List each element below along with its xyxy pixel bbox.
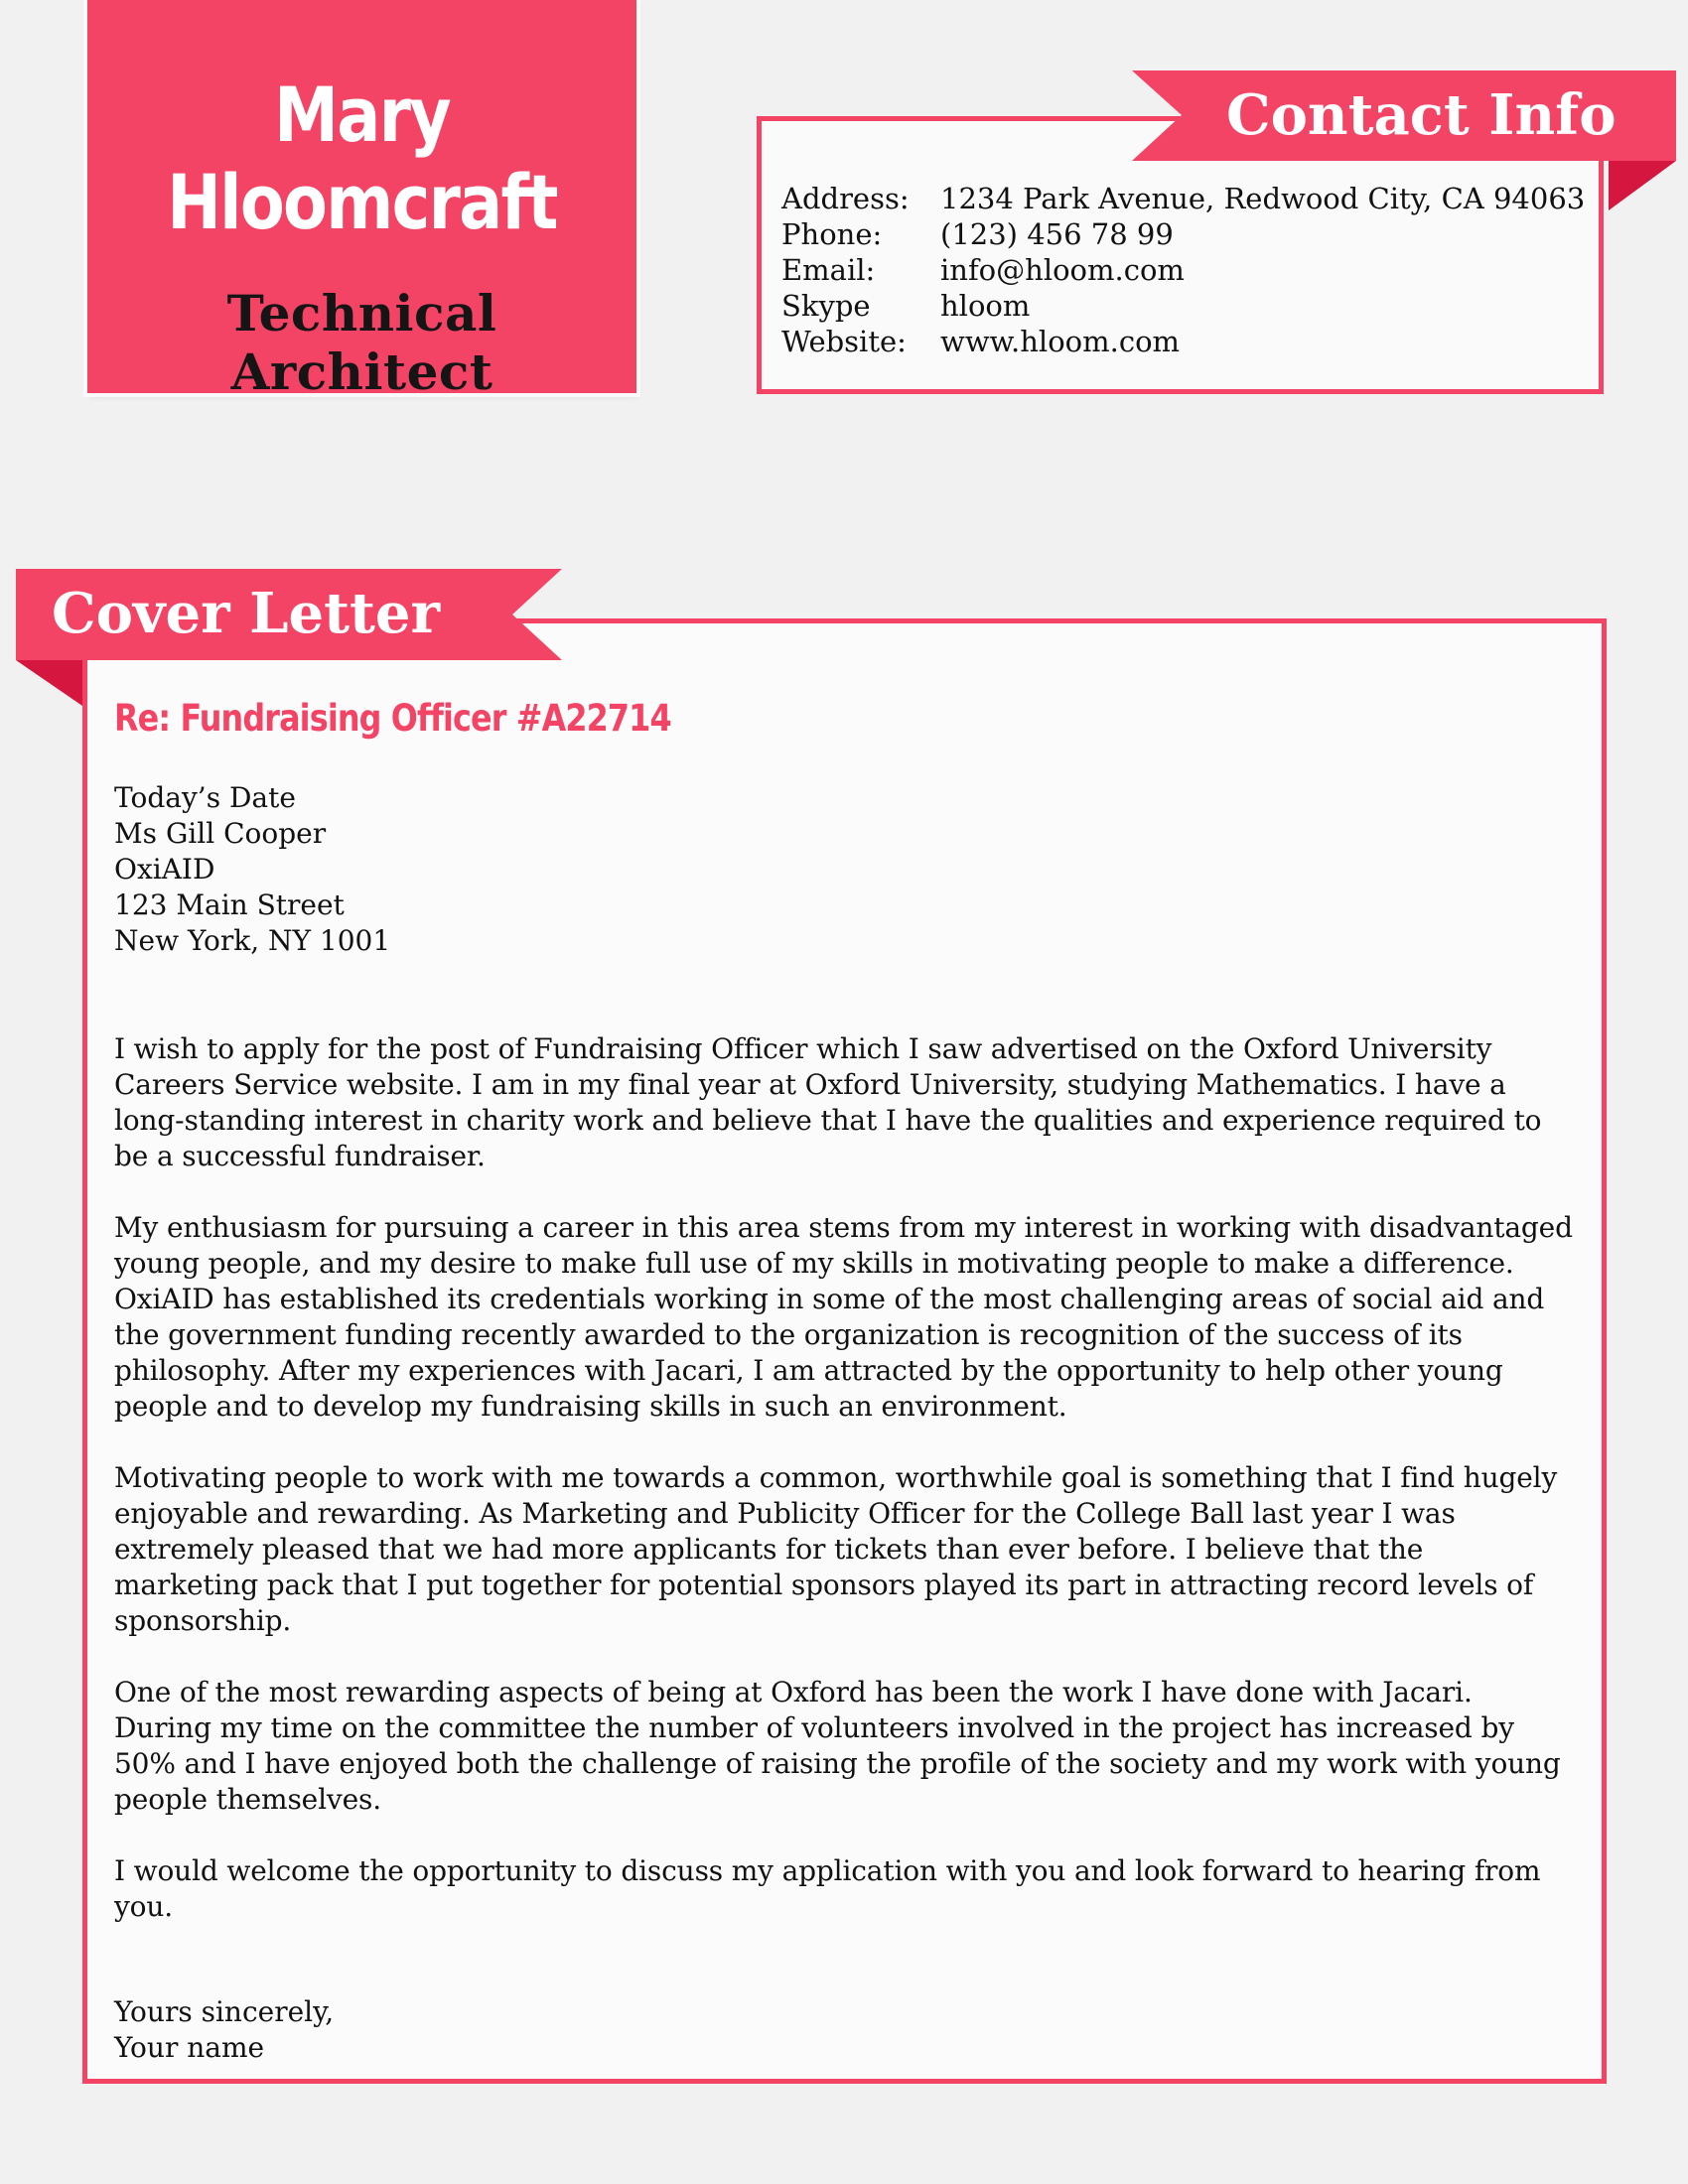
contact-value-email: info@hloom.com — [940, 253, 1185, 287]
letter-closing — [114, 1994, 1574, 2066]
contact-value-skype: hloom — [940, 289, 1031, 323]
name-block — [87, 0, 636, 401]
address-line-date: Today’s Date — [114, 781, 296, 814]
contact-row-email — [781, 252, 1585, 288]
closing-salutation: Yours sincerely, — [114, 1995, 335, 2028]
letter-content — [114, 695, 1574, 2066]
address-line-city: New York, NY 1001 — [114, 924, 391, 957]
contact-row-skype — [781, 288, 1585, 324]
contact-title: Contact Info — [1226, 82, 1617, 148]
signature-name: Your name — [114, 2031, 265, 2064]
cover-letter-banner — [16, 569, 562, 660]
recipient-address — [114, 780, 1574, 959]
letter-paragraph: Motivating people to work with me towards a common, worthwhile goal is something that I find hugely enjoyable and rewarding. As Marketing and Publicity Officer for the College Ball last year I was extremely pleased that we had more applicants for tickets than ever before. I believe that the marketing pack that I put together for potential sponsors played its part in attracting record levels of sponsorship. — [114, 1461, 1558, 1637]
cover-letter-banner-fold — [16, 660, 82, 706]
letter-paragraph: My enthusiasm for pursuing a career in this area stems from my interest in working with disadvantaged young people, and my desire to make full use of my skills in motivating people to make a difference. OxiAID has established its credentials working in some of the most challenging areas of social aid and the government funding recently awarded to the organization is recognition of the success of its philosophy. After my experiences with Jacari, I am attracted by the opportunity to help other young people and to develop my fundraising skills in such an environment. — [114, 1211, 1573, 1423]
first-name: Mary — [273, 70, 451, 159]
contact-banner — [1132, 70, 1676, 161]
contact-banner-fold — [1609, 161, 1676, 210]
letter-paragraph: I wish to apply for the post of Fundraising Officer which I saw advertised on the Oxford University Careers Service website. I am in my final year at Oxford University, studying Mathematics. I have a long-standing interest in charity work and believe that I have the qualities and experience required to be a successful fundraiser. — [114, 1032, 1542, 1172]
letter-paragraph: I would welcome the opportunity to discuss my application with you and look forward to hearing from you. — [114, 1854, 1541, 1923]
contact-label: Website: — [781, 325, 907, 358]
last-name: Hloomcraft — [167, 158, 557, 246]
contact-row-address — [781, 181, 1585, 216]
contact-value-phone: (123) 456 78 99 — [940, 217, 1174, 251]
contact-value-website: www.hloom.com — [940, 325, 1181, 358]
contact-value-address: 1234 Park Avenue, Redwood City, CA 94063 — [940, 182, 1586, 215]
letter-body — [114, 1031, 1574, 1925]
contact-label: Email: — [781, 253, 876, 287]
address-line-street: 123 Main Street — [114, 888, 345, 921]
contact-table — [781, 181, 1585, 359]
address-line-recipient: Ms Gill Cooper — [114, 817, 327, 850]
contact-row-phone — [781, 216, 1585, 252]
cover-letter-title: Cover Letter — [52, 581, 440, 646]
contact-label: Skype — [781, 289, 871, 323]
contact-row-website — [781, 324, 1585, 359]
job-title: Technical Architect — [226, 284, 497, 401]
address-line-company: OxiAID — [114, 853, 215, 886]
letter-reference: Re: Fundraising Officer #A22714 — [114, 697, 671, 740]
contact-label: Address: — [781, 182, 910, 215]
contact-label: Phone: — [781, 217, 883, 251]
letter-paragraph: One of the most rewarding aspects of being at Oxford has been the work I have done with Jacari. During my time on the committee the number of volunteers involved in the project has increased by 50% and I have enjoyed both the challenge of raising the profile of the society and my work with young people themselves. — [114, 1676, 1561, 1816]
